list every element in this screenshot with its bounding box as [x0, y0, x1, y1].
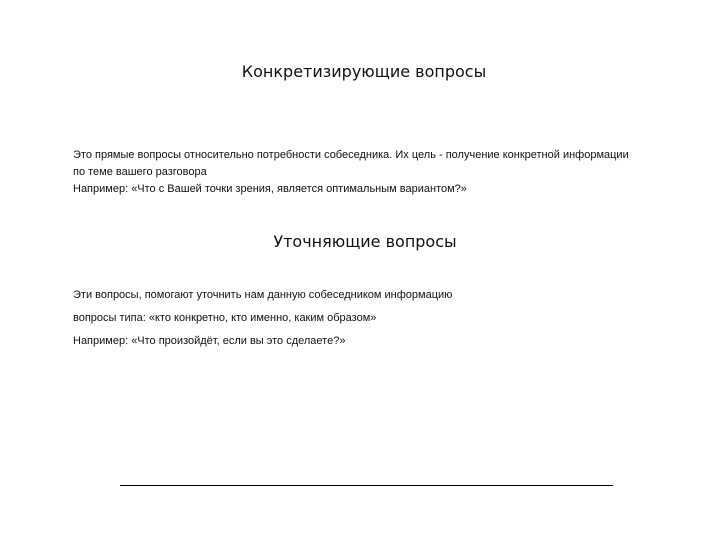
concretizing-example: Например: «Что с Вашей точки зрения, является оптимальным вариантом?»	[73, 183, 467, 195]
clarifying-example: Например: «Что произойдёт, если вы это сделаете?»	[73, 335, 346, 347]
footer-divider	[120, 485, 613, 486]
concretizing-definition: Это прямые вопросы относительно потребности собеседника. Их цель - получение конкретной информации по теме вашего разговора	[73, 149, 629, 178]
heading-clarifying-questions: Уточняющие вопросы	[273, 232, 457, 251]
heading-concretizing-questions: Конкретизирующие вопросы	[241, 62, 487, 81]
clarifying-type-phrase: вопросы типа: «кто конкретно, кто именно, каким образом»	[73, 312, 377, 324]
clarifying-definition: Эти вопросы, помогают уточнить нам данную собеседником информацию	[73, 289, 453, 301]
